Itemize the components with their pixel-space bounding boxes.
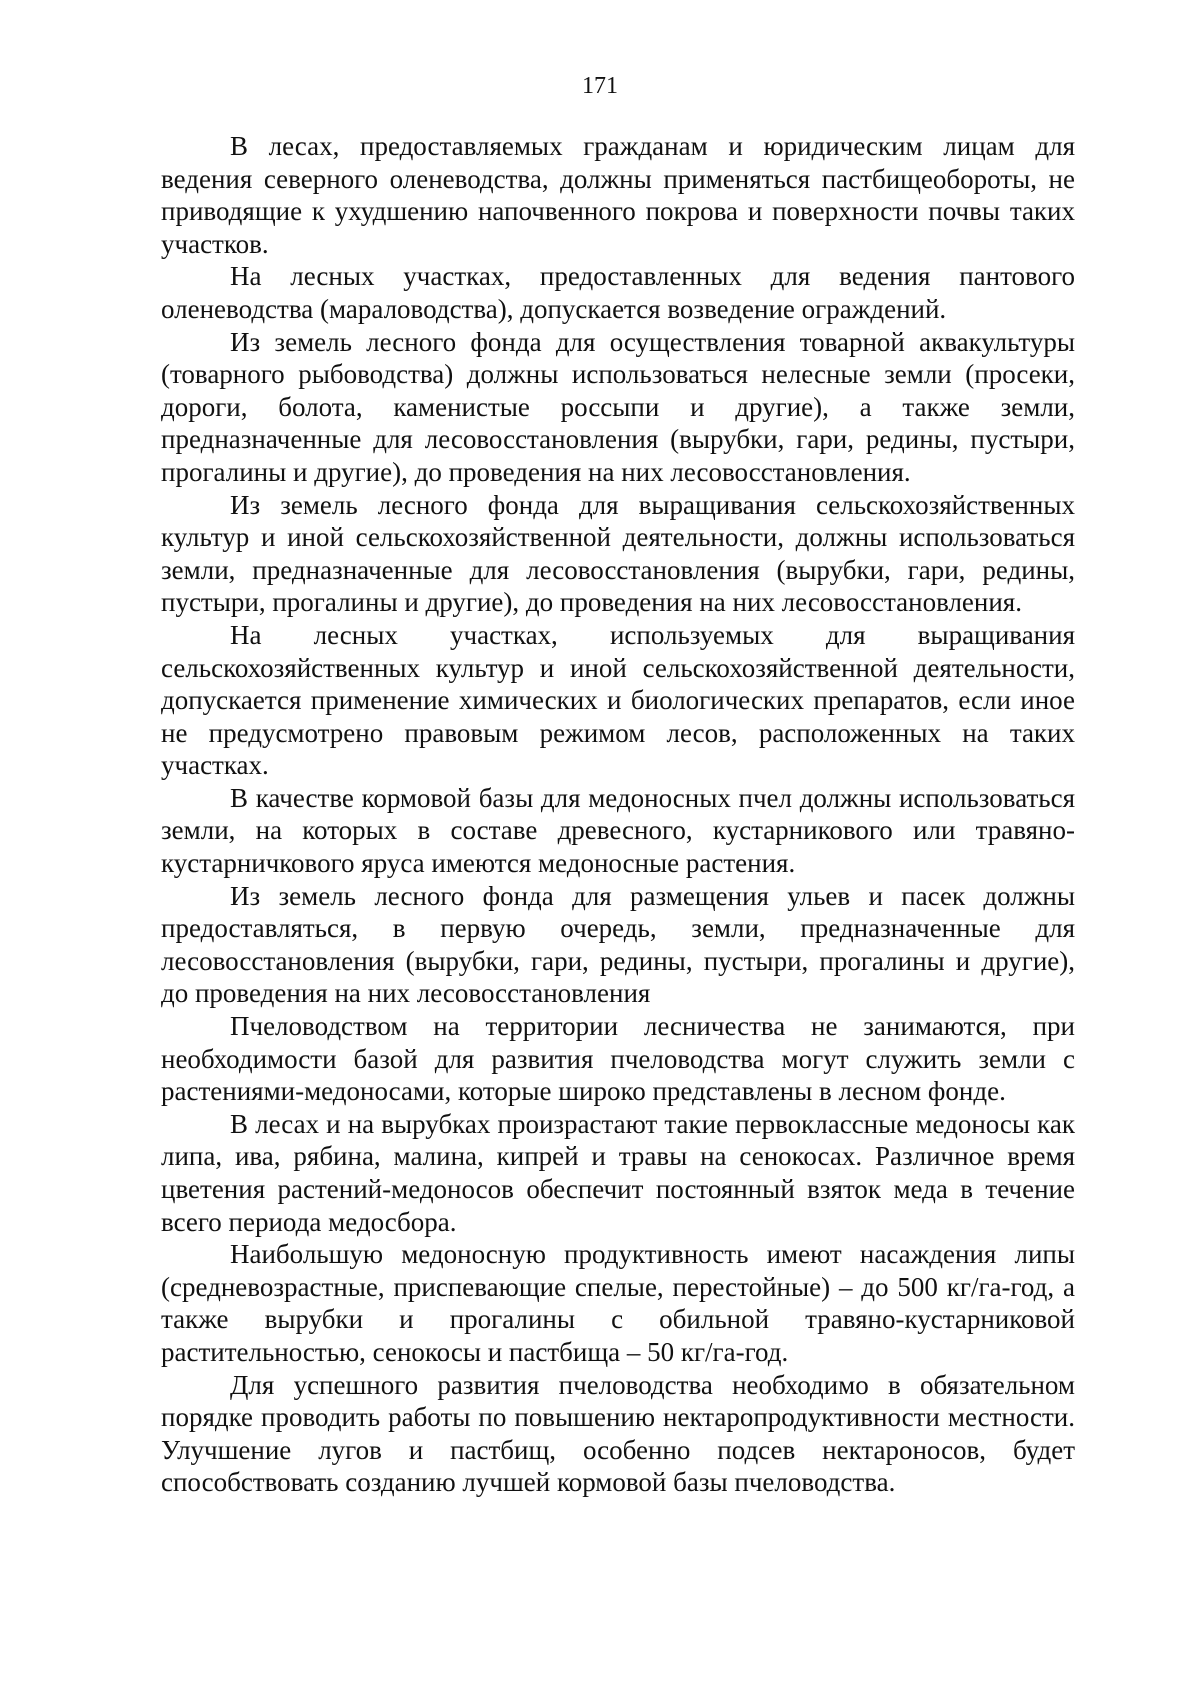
body-text — [161, 130, 1075, 1499]
paragraph-apiary-placement: Из земель лесного фонда для размещения ульев и пасек должны предоставляться, в первую очередь, земли, предназначенные для лесовосстановления (вырубки, гари, редины, пустыри, прогалины и другие), до проведения на них лесовосстановления — [161, 880, 1075, 1009]
paragraph-reindeer-pastures: В лесах, предоставляемых гражданам и юридическим лицам для ведения северного оленеводства, должны применяться пастбищеобороты, не приводящие к ухудшению напочвенного покрова и поверхности почвы таких участков. — [161, 131, 1075, 259]
paragraph-beekeeping-status: Пчеловодством на территории лесничества не занимаются, при необходимости базой для развития пчеловодства могут служить земли с растениями-медоносами, которые широко представлены в лесном фонде. — [161, 1011, 1075, 1107]
page-number: 171 — [582, 73, 618, 99]
paragraph-bee-forage: В качестве кормовой базы для медоносных пчел должны использоваться земли, на которых в составе древесного, кустарникового или травяно-кустарничкового яруса имеются медоносные растения. — [161, 782, 1075, 879]
paragraph-agrochemicals: На лесных участках, используемых для выращивания сельскохозяйственных культур и иной сельскохозяйственной деятельности, допускается применение химических и биологических препаратов, если иное не предусмотрено правовым режимом лесов, расположенных на таких участках. — [161, 619, 1075, 781]
paragraph-honey-plants: В лесах и на вырубках произрастают такие первоклассные медоносы как липа, ива, рябина, малина, кипрей и травы на сенокосах. Различное время цветения растений-медоносов обеспечит постоянный взяток меда в течение всего периода медосбора. — [161, 1108, 1075, 1237]
paragraph-maral-fencing: На лесных участках, предоставленных для ведения пантового оленеводства (мараловодства), допускается возведение ограждений. — [161, 261, 1075, 324]
paragraph-honey-productivity: Наибольшую медоносную продуктивность имеют насаждения липы (средневозрастные, приспевающие спелые, перестойные) – до 500 кг/га-год, а также вырубки и прогалины с обильной травяно-кустарниковой растительностью, сенокосы и пастбища – 50 кг/га-год. — [161, 1239, 1075, 1367]
paragraph-nectar-improvement: Для успешного развития пчеловодства необходимо в обязательном порядке проводить работы по повышению нектаропродуктивности местности. Улучшение лугов и пастбищ, особенно подсев нектароносов, будет способствовать созданию лучшей кормовой базы пчеловодства. — [161, 1369, 1075, 1498]
paragraph-aquaculture: Из земель лесного фонда для осуществления товарной аквакультуры (товарного рыбоводства) должны использоваться нелесные земли (просеки, дороги, болота, каменистые россыпи и другие), а также земли, предназначенные для лесовосстановления (вырубки, гари, редины, пустыри, прогалины и другие), до проведения на них лесовосстановления. — [161, 326, 1075, 487]
paragraph-agriculture-lands: Из земель лесного фонда для выращивания сельскохозяйственных культур и иной сельскохозяйственной деятельности, должны использоваться земли, предназначенные для лесовосстановления (вырубки, гари, редины, пустыри, прогалины и другие), до проведения на них лесовосстановления. — [161, 489, 1075, 618]
